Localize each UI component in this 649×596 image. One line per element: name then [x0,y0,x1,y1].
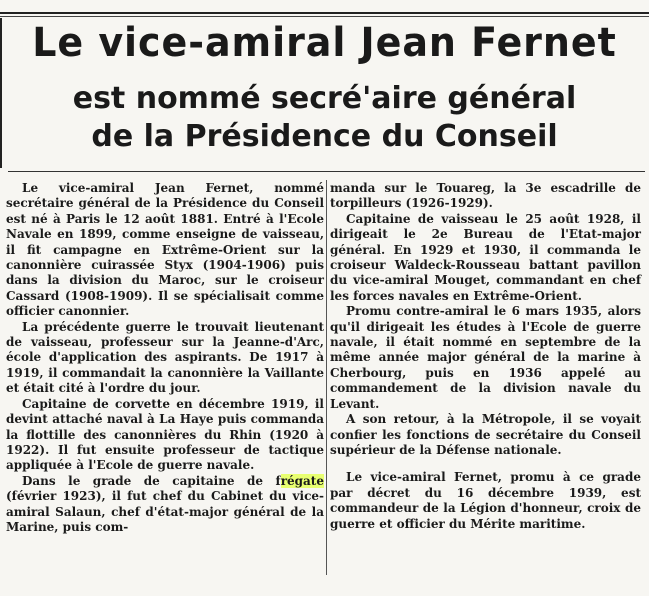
paragraph: Capitaine de vaisseau le 25 août 1928, il dirigeait le 2e Bureau de l'Etat-major général. En 1929 et 1930, il commanda le croiseur Waldeck-Rousseau battant pavillon du vice-amiral Mouget, commandant en chef les forces navales en Extrême-Orient. [330,211,641,303]
headline: Le vice-amiral Jean Fernet [32,20,617,66]
header-divider [8,171,645,172]
paragraph: Le vice-amiral Fernet, promu à ce grade par décret du 16 décembre 1939, est commandeur de la Légion d'honneur, croix de guerre et officier du Mérite maritime. [330,470,641,531]
highlighted-text: régate [280,473,324,488]
text-fragment: (février 1923), il fut chef du Cabinet du vice-amiral Salaun, chef d'état-major général de la Marine, puis com- [6,489,324,534]
column-divider [326,180,327,575]
paragraph: La précédente guerre le trouvait lieutenant de vaisseau, professeur sur la Jeanne-d'Arc, école d'application des aspirants. De 1917 à 1919, il commandait la canonnière la Vaillante et était cité à l'ordre du jour. [6,319,324,396]
spacer [330,458,641,470]
paragraph: A son retour, à la Métropole, il se voyait confier les fonctions de secrétaire du Conseil supérieur de la Défense nationale. [330,412,641,457]
top-rule-thin [0,16,649,17]
article-column-left [6,181,324,535]
top-rule [0,12,649,14]
text-fragment: Dans le grade de capitaine de f [22,473,281,488]
paragraph: Promu contre-amiral le 6 mars 1935, alors qu'il dirigeait les études à l'Ecole de guerre navale, il était nommé en septembre de la même année major général de la marine à Cherbourg, puis en 1936 appelé au commandement de la division navale du Levant. [330,304,641,411]
paragraph: Capitaine de corvette en décembre 1919, il devint attaché naval à La Haye puis commanda la flottille des canonnières du Rhin (1920 à 1922). Il fut ensuite professeur de tactique appliquée à l'Ecole de guerre navale. [6,396,324,473]
paragraph: manda sur le Touareg, la 3e escadrille de torpilleurs (1926-1929). [330,181,641,211]
subtitle-line-2: de la Présidence du Conseil [91,119,558,154]
paragraph: Le vice-amiral Jean Fernet, nommé secrétaire général de la Présidence du Conseil est né à Paris le 12 août 1881. Entré à l'Ecole Navale en 1899, comme enseigne de vaisseau, il fit campagne en Extrême-Orient sur la canonnière cuirassée Styx (1904-1906) puis dans la division du Maroc, sur le croiseur Cassard (1908-1909). Il se spécialisait comme officier canonnier. [6,181,324,319]
paragraph [6,474,324,536]
subtitle-line-1: est nommé secré'aire général [72,81,577,116]
article-column-right [330,181,641,532]
